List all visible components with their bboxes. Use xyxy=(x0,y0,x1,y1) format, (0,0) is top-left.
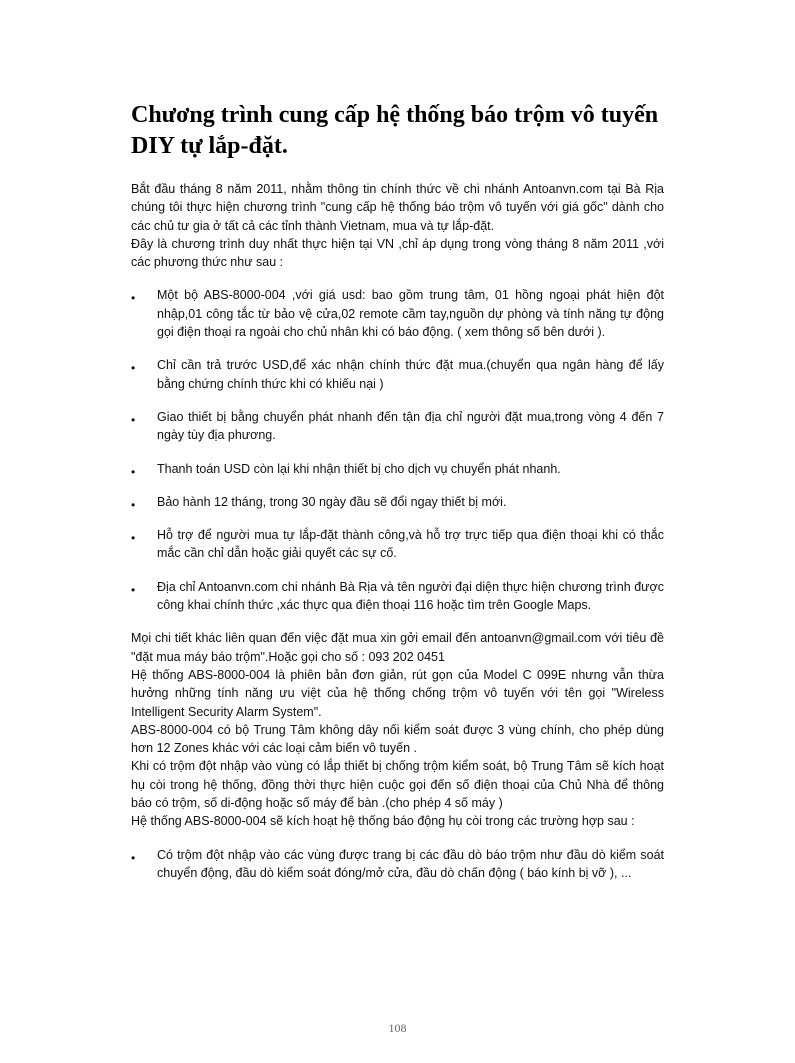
detail-paragraph: Khi có trộm đột nhập vào vùng có lắp thiết bị chống trộm kiểm soát, bộ Trung Tâm sẽ kích hoạt hụ còi trong hệ thống, đồng thời thực hiện cuộc gọi đến số điện thoại của Chủ Nhà để thông báo có trộm, số di-động hoặc số máy để bàn .(cho phép 4 số máy ) xyxy=(131,759,664,811)
detail-paragraph: Hệ thống ABS-8000-004 sẽ kích hoạt hệ thống báo động hụ còi trong các trường hợp sau : xyxy=(131,814,635,829)
list-item: • Địa chỉ Antoanvn.com chi nhánh Bà Rịa và tên người đại diện thực hiện chương trình được công khai chính thức ,xác thực qua điện thoại 116 hoặc tìm trên Google Maps. xyxy=(131,578,664,615)
detail-paragraph: Mọi chi tiết khác liên quan đến việc đặt mua xin gởi email đến antoanvn@gmail.com với tiêu đề "đặt mua máy báo trộm".Hoặc gọi cho số : 093 202 0451 xyxy=(131,631,664,664)
page-title: Chương trình cung cấp hệ thống báo trộm vô tuyến DIY tự lắp-đặt. xyxy=(131,102,659,159)
list-item: • Thanh toán USD còn lại khi nhận thiết bị cho dịch vụ chuyển phát nhanh. xyxy=(131,460,664,478)
list-item: • Hỗ trợ để người mua tự lắp-đặt thành công,và hỗ trợ trực tiếp qua điện thoại khi có thắc mắc cần chỉ dẫn hoặc giải quyết các sự cố. xyxy=(131,526,664,563)
list-item: • Có trộm đột nhập vào các vùng được trang bị các đầu dò báo trộm như đầu dò kiểm soát chuyển động, đầu dò kiểm soát đóng/mở cửa, đầu dò chấn động ( báo kính bị vỡ ), ... xyxy=(131,846,664,883)
page-number: 108 xyxy=(388,1021,407,1035)
intro-paragraph: Bắt đầu tháng 8 năm 2011, nhằm thông tin chính thức về chi nhánh Antoanvn.com tại Bà Rịa chúng tôi thực hiện chương trình "cung cấp hệ thống báo trộm vô tuyến với giá gốc" dành cho các chủ tư gia ở tất cả các tỉnh thành Vietnam, mua và tự lắp-đặt. xyxy=(131,182,664,233)
list-item: • Một bộ ABS-8000-004 ,với giá usd: bao gồm trung tâm, 01 hồng ngoại phát hiện đột nhập,01 công tắc từ bảo vệ cửa,02 remote cầm tay,nguồn dự phòng và tính năng tự động gọi điện thoại ra ngoài cho chủ nhân khi có báo động. ( xem thông số bên dưới ). xyxy=(131,286,664,341)
details-section xyxy=(131,629,664,830)
list-item: • Chỉ cần trả trước USD,để xác nhận chính thức đặt mua.(chuyển qua ngân hàng để lấy bằng chứng chính thức khi có khiếu nại ) xyxy=(131,356,664,393)
document-body xyxy=(131,180,664,882)
trigger-list xyxy=(131,846,664,883)
list-item: • Bảo hành 12 tháng, trong 30 ngày đầu sẽ đổi ngay thiết bị mới. xyxy=(131,493,664,511)
detail-paragraph: Hệ thống ABS-8000-004 là phiên bản đơn giản, rút gọn của Model C 099E nhưng vẫn thừa hưởng những tính năng ưu việt của hệ thống chống trộm vô tuyến với tên gọi "Wireless Intelligent Security Alarm System". xyxy=(131,667,664,719)
intro-paragraph: Đây là chương trình duy nhất thực hiện tại VN ,chỉ áp dụng trong vòng tháng 8 năm 2011 ,với các phương thức như sau : xyxy=(131,236,664,270)
offer-list xyxy=(131,286,664,614)
detail-paragraph: ABS-8000-004 có bộ Trung Tâm không dây nối kiểm soát được 3 vùng chính, cho phép dùng hơn 12 Zones khác với các loại cảm biến vô tuyến . xyxy=(131,722,664,756)
list-item: • Giao thiết bị bằng chuyển phát nhanh đến tận địa chỉ người đặt mua,trong vòng 4 đến 7 ngày tùy địa phương. xyxy=(131,408,664,445)
